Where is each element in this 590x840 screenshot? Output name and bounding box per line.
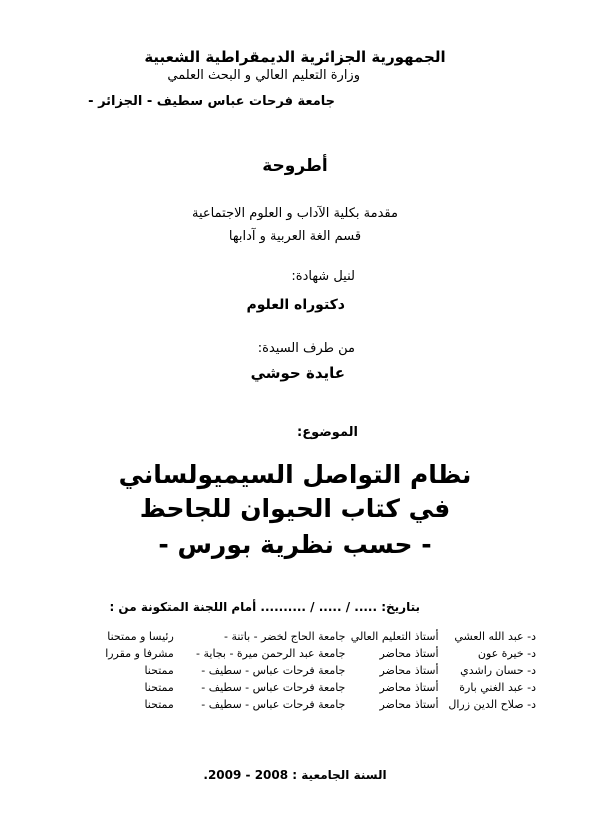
ministry-heading: وزارة التعليم العالي و البحث العلمي [167, 68, 360, 83]
member-role: رئيسا و ممتحنا [107, 630, 174, 643]
author-name: عايدة حوشي [250, 364, 345, 382]
member-name: د- حسان راشدي [460, 664, 536, 677]
member-rank: أستاذ محاضر [379, 681, 439, 694]
committee-heading: بتاريخ: ..... / ..... / .......... أمام اللجنة المتكونة من : [109, 600, 420, 614]
member-name: د- خيرة عون [477, 647, 536, 660]
member-name: د- صلاح الدين زرال [448, 698, 536, 711]
table-row [60, 679, 538, 696]
faculty-line: مقدمة بكلية الآداب و العلوم الاجتماعية [192, 206, 398, 221]
academic-year: السنة الجامعية : 2008 - 2009. [203, 768, 387, 782]
member-university: جامعة عبد الرحمن ميرة - بجاية - [196, 647, 346, 660]
member-role: ممتحنا [144, 664, 174, 677]
member-role: ممتحنا [144, 698, 174, 711]
member-university: جامعة الحاج لخضر - باتنة - [223, 630, 346, 643]
member-rank: أستاذ محاضر [379, 647, 439, 660]
member-name: د- عبد الله العشي [454, 630, 536, 643]
member-university: جامعة فرحات عباس - سطيف - [201, 664, 346, 677]
member-role: مشرفا و مقررا [105, 647, 174, 660]
member-name: د- عبد الغني بارة [459, 681, 536, 694]
thesis-title-line-2: في كتاب الحيوان للجاحظ [139, 494, 451, 523]
department-line: قسم الغة العربية و آدابها [228, 229, 362, 244]
document-kind: أطروحة [262, 156, 328, 176]
member-rank: أستاذ التعليم العالي [350, 630, 439, 643]
member-rank: أستاذ محاضر [379, 664, 439, 677]
member-rank: أستاذ محاضر [379, 698, 439, 711]
university-heading: جامعة فرحات عباس سطيف - الجزائر - [88, 94, 335, 109]
member-role: ممتحنا [144, 681, 174, 694]
subject-label: الموضوع: [297, 425, 358, 440]
thesis-title-line-1: نظام التواصل السيميولساني [118, 460, 472, 489]
committee-table [60, 628, 538, 713]
republic-heading: الجمهورية الجزائرية الديمقراطية الشعبية [144, 48, 446, 66]
member-university: جامعة فرحات عباس - سطيف - [201, 698, 346, 711]
degree-value: دكتوراه العلوم [246, 297, 345, 313]
thesis-title-line-3: - حسب نظرية بورس - [158, 530, 432, 559]
member-university: جامعة فرحات عباس - سطيف - [201, 681, 346, 694]
table-row [60, 696, 538, 713]
degree-label: لنيل شهادة: [291, 269, 355, 284]
table-row [60, 628, 538, 645]
author-label: من طرف السيدة: [257, 341, 355, 356]
table-row [60, 645, 538, 662]
table-row [60, 662, 538, 679]
